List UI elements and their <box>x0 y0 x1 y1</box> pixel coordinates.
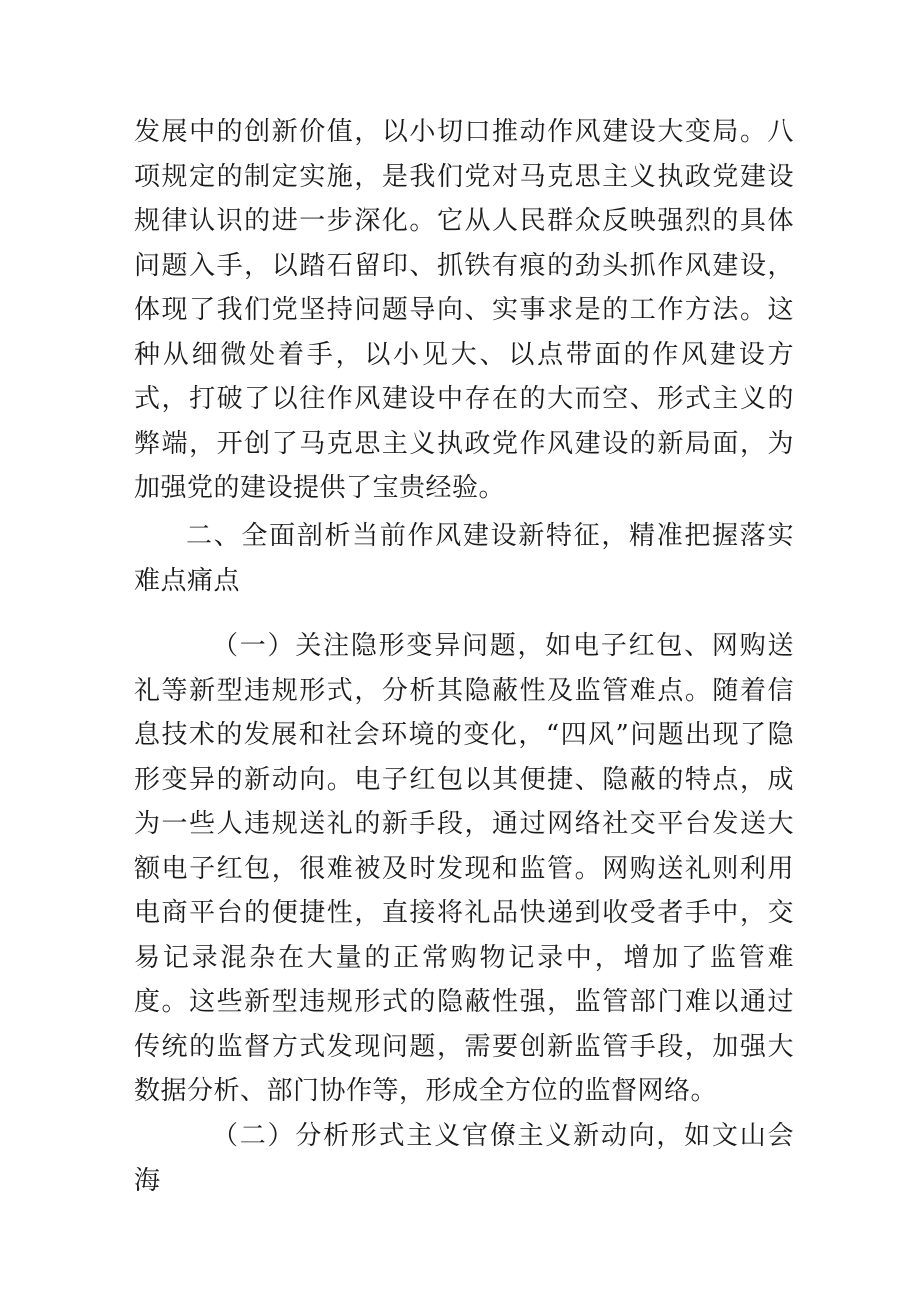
subsection-paragraph-2: （二）分析形式主义官僚主义新动向，如文山会海 <box>134 1121 794 1196</box>
body-paragraph-continuation: 发展中的创新价值，以小切口推动作风建设大变局。八项规定的制定实施，是我们党对马克思主义执政党建设规律认识的进一步深化。它从人民群众反映强烈的具体问题入手，以踏石留印、抓铁有痕的劲头抓作风建设，体现了我们党坚持问题导向、实事求是的工作方法。这种从细微处着手，以小见大、以点带面的作风建设方式，打破了以往作风建设中存在的大而空、形式主义的弊端，开创了马克思主义执政党作风建设的新局面，为加强党的建设提供了宝贵经验。 <box>134 117 794 503</box>
subsection-paragraph-1: （一）关注隐形变异问题，如电子红包、网购送礼等新型违规形式，分析其隐蔽性及监管难点。随着信息技术的发展和社会环境的变化，“四风”问题出现了隐形变异的新动向。电子红包以其便捷、隐蔽的特点，成为一些人违规送礼的新手段，通过网络社交平台发送大额电子红包，很难被及时发现和监管。网购送礼则利用电商平台的便捷性，直接将礼品快递到收受者手中，交易记录混杂在大量的正常购物记录中，增加了监管难度。这些新型违规形式的隐蔽性强，监管部门难以通过传统的监督方式发现问题，需要创新监管手段，加强大数据分析、部门协作等，形成全方位的监督网络。 <box>134 631 794 1106</box>
section-heading: 二、全面剖析当前作风建设新特征，精准把握落实难点痛点 <box>134 521 794 596</box>
